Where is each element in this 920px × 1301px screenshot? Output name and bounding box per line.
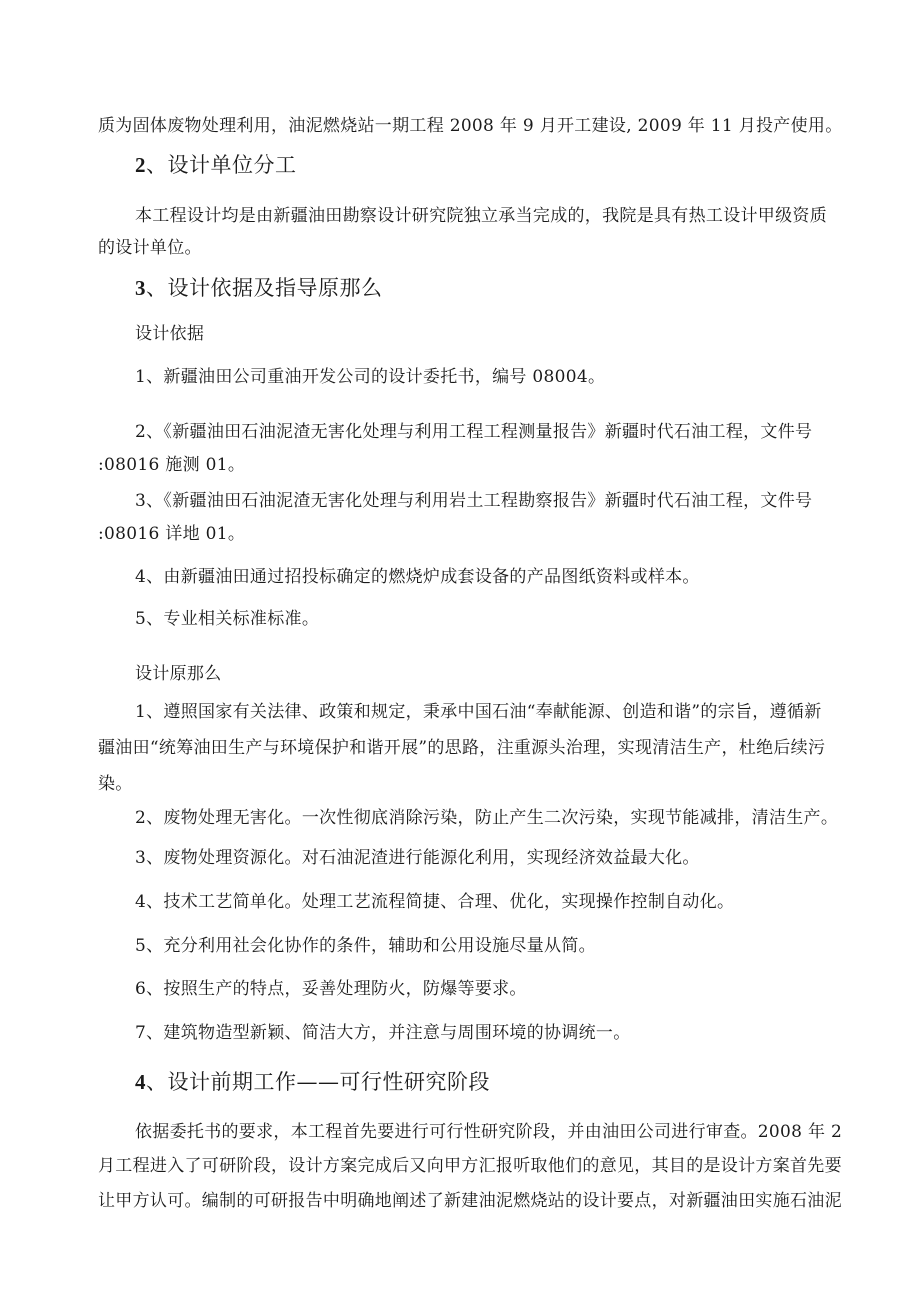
section-4-title: 、设计前期工作——可行性研究阶段: [146, 1070, 490, 1094]
section-2-heading: [135, 151, 297, 179]
principle-item-5: 5、充分利用社会化协作的条件，辅助和公用设施尽量从简。: [135, 936, 596, 956]
principle-item-2: 2、废物处理无害化。一次性彻底消除污染，防止产生二次污染，实现节能减排，清洁生产。: [135, 808, 839, 828]
basis-item-4: 4、由新疆油田通过招投标确定的燃烧炉成套设备的产品图纸资料或样本。: [135, 567, 700, 587]
principle-item-4: 4、技术工艺简单化。处理工艺流程简捷、合理、优化，实现操作控制自动化。: [135, 892, 735, 912]
section-4-number: 4: [135, 1070, 146, 1094]
section-2-number: 2: [135, 153, 146, 177]
section-4-heading: [135, 1068, 490, 1096]
section-3-number: 3: [135, 276, 146, 300]
section-2-title: 、设计单位分工: [146, 153, 297, 177]
principle-item-6: 6、按照生产的特点，妥善处理防火，防爆等要求。: [135, 979, 527, 999]
principle-item-3: 3、废物处理资源化。对石油泥渣进行能源化利用，实现经济效益最大化。: [135, 848, 700, 868]
section-3-title: 、设计依据及指导原那么: [146, 276, 383, 300]
basis-item-2-line-2: :08016 施测 01。: [98, 455, 246, 475]
intro-line: 质为固体废物处理利用，油泥燃烧站一期工程 2008 年 9 月开工建设, 2009 年 11 月投产使用。: [98, 116, 843, 136]
section-4-paragraph-line-1: 依据委托书的要求，本工程首先要进行可行性研究阶段，并由油田公司进行审查。2008 年 2: [135, 1122, 843, 1142]
design-basis-heading: 设计依据: [135, 324, 205, 344]
principle-item-1-line-3: 染。: [98, 774, 133, 794]
basis-item-3-line-2: :08016 详地 01。: [98, 524, 246, 544]
section-2-paragraph-line-1: 本工程设计均是由新疆油田勘察设计研究院独立承当完成的，我院是具有热工设计甲级资质: [135, 206, 827, 226]
basis-item-3-line-1: 3、《新疆油田石油泥渣无害化处理与利用岩土工程勘察报告》新疆时代石油工程，文件号: [135, 491, 813, 511]
section-4-paragraph-line-3: 让甲方认可。编制的可研报告中明确地阐述了新建油泥燃烧站的设计要点，对新疆油田实施石油泥: [98, 1191, 842, 1211]
section-3-heading: [135, 274, 383, 302]
basis-item-2-line-1: 2、《新疆油田石油泥渣无害化处理与利用工程工程测量报告》新疆时代石油工程，文件号: [135, 422, 813, 442]
basis-item-1: 1、新疆油田公司重油开发公司的设计委托书，编号 08004。: [135, 367, 606, 387]
section-4-paragraph-line-2: 月工程进入了可研阶段，设计方案完成后又向甲方汇报听取他们的意见，其目的是设计方案首先要: [98, 1156, 842, 1176]
design-principle-heading: 设计原那么: [135, 664, 222, 684]
principle-item-1-line-1: 1、遵照国家有关法律、政策和规定，秉承中国石油“奉献能源、创造和谐”的宗旨，遵循新: [135, 702, 822, 722]
principle-item-1-line-2: 疆油田“统筹油田生产与环境保护和谐开展”的思路，注重源头治理，实现清洁生产，杜绝后续污: [98, 738, 826, 758]
section-2-paragraph-line-2: 的设计单位。: [98, 238, 202, 258]
basis-item-5: 5、专业相关标准标准。: [135, 609, 320, 629]
principle-item-7: 7、建筑物造型新颖、简洁大方，并注意与周围环境的协调统一。: [135, 1023, 631, 1043]
